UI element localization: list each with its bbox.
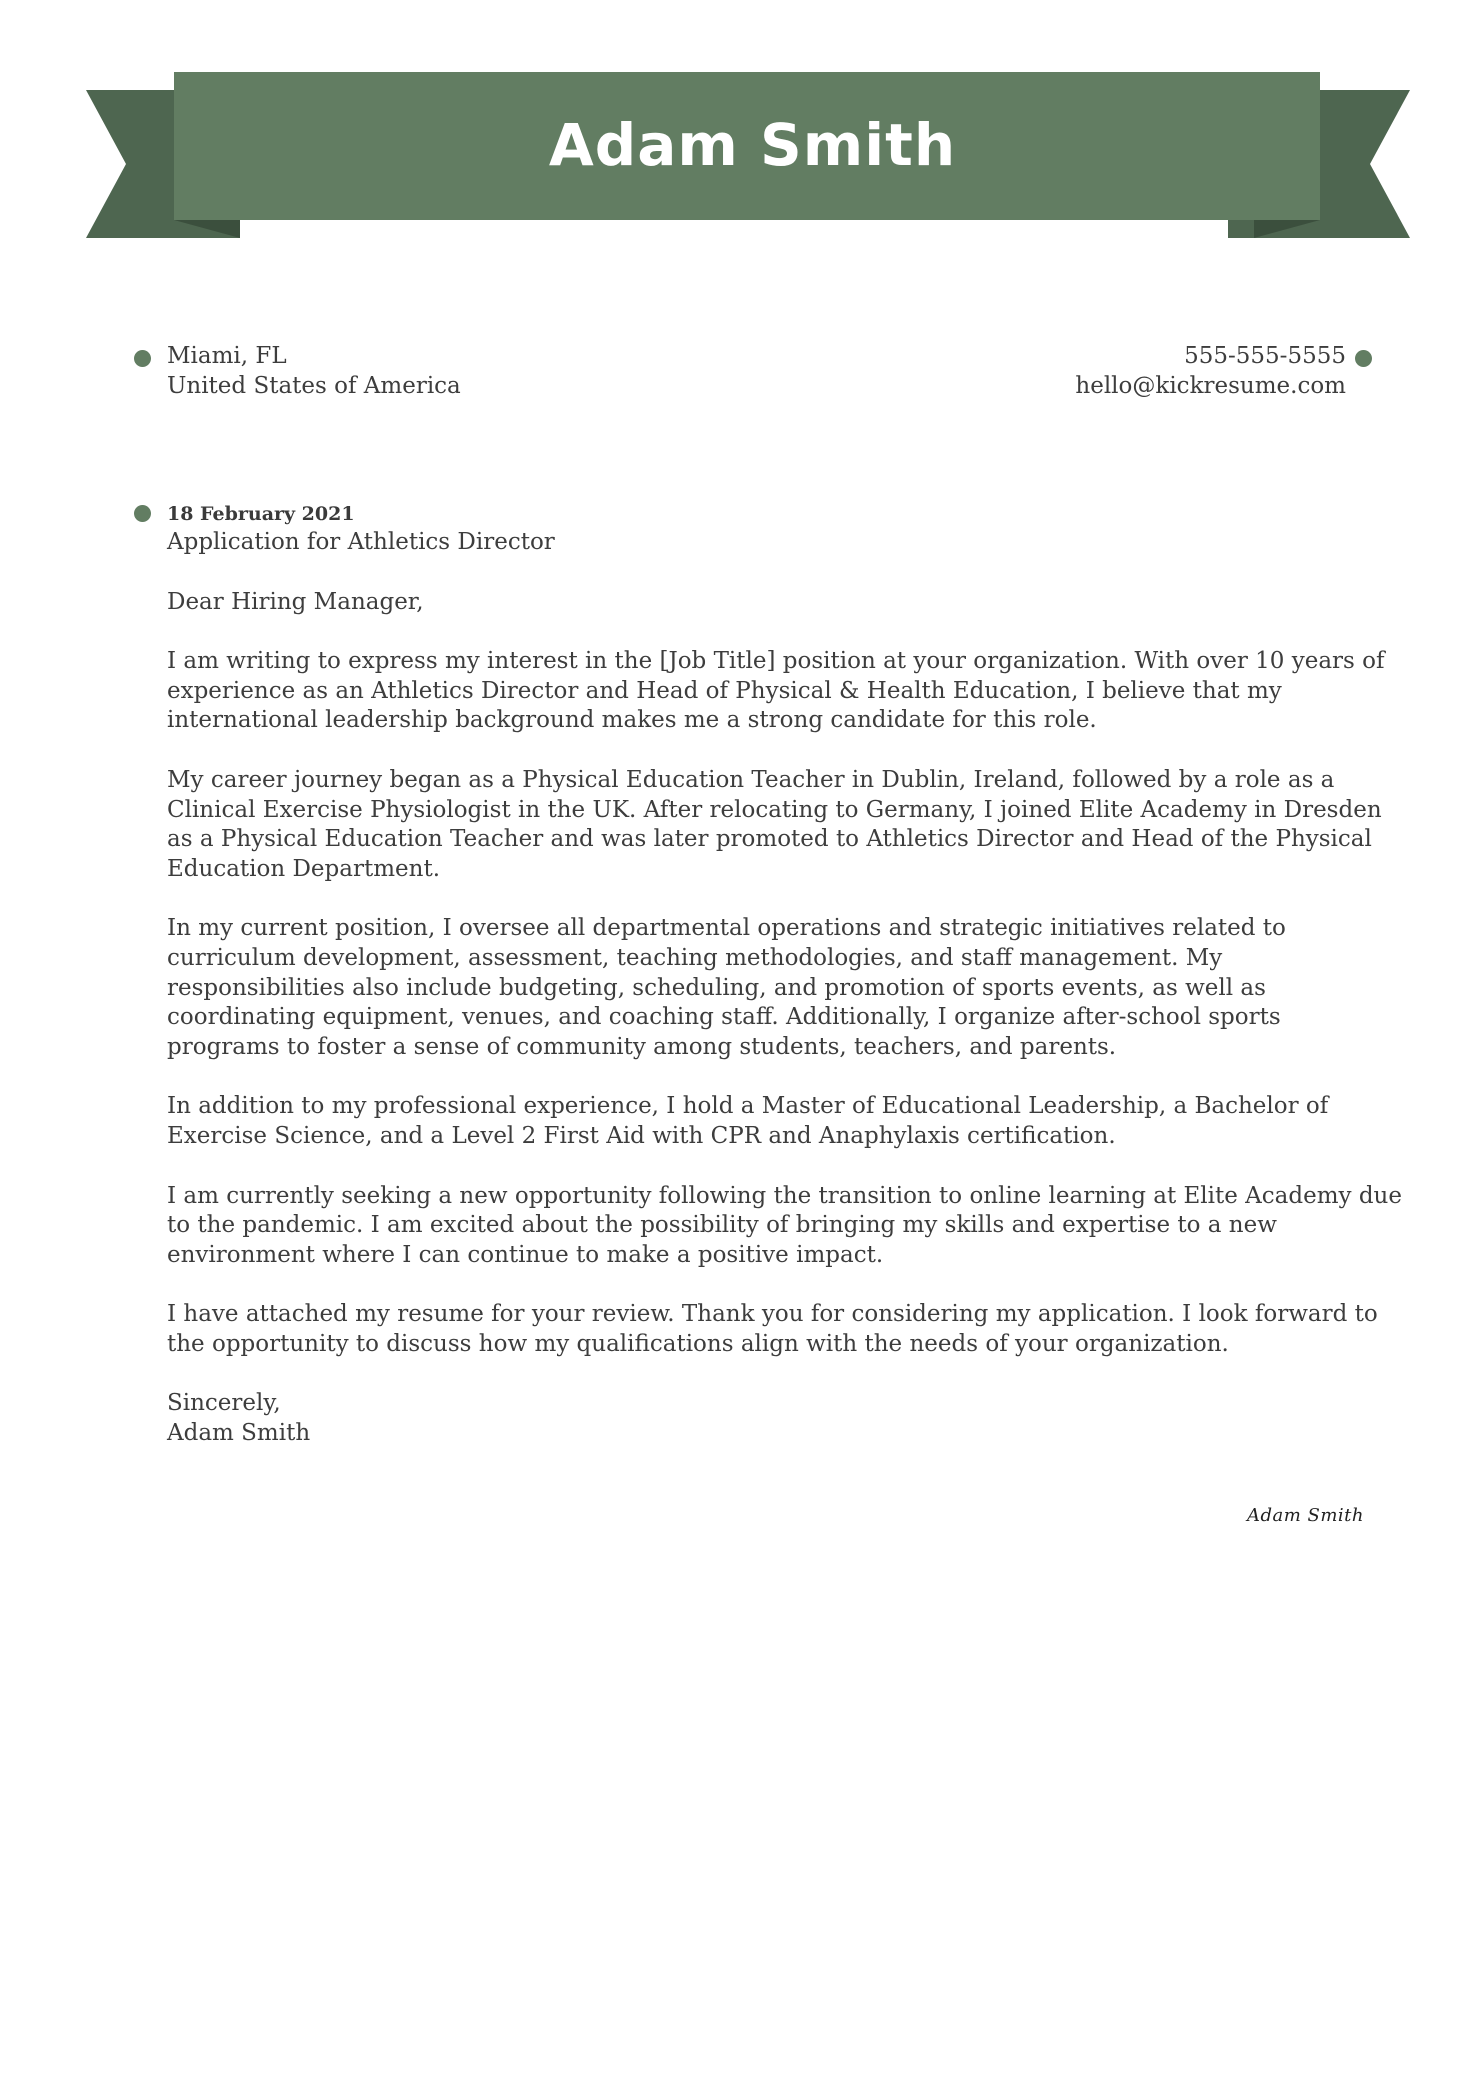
contact-phone: 555-555-5555 (1184, 343, 1346, 369)
paragraph-line: environment where I can continue to make a positive impact. (167, 1241, 884, 1268)
paragraph-line: responsibilities also include budgeting, scheduling, and promotion of sports events, as well as (167, 974, 1266, 1001)
paragraph-line: the opportunity to discuss how my qualifications align with the needs of your organization. (167, 1330, 1229, 1357)
paragraph-line: Education Department. (167, 855, 441, 882)
contact-details (1075, 341, 1346, 401)
paragraph (167, 1182, 1402, 1271)
paragraph-line: curriculum development, assessment, teaching methodologies, and staff management. My (167, 944, 1223, 971)
closing-phrase: Sincerely, (167, 1390, 281, 1417)
paragraph-line: Clinical Exercise Physiologist in the UK. After relocating to Germany, I joined Elite Academy in Dresden (167, 796, 1382, 823)
paragraph-line: to the pandemic. I am excited about the possibility of bringing my skills and expertise to a new (167, 1212, 1277, 1239)
paragraph-line: I have attached my resume for your review. Thank you for considering my application. I look forward to (167, 1301, 1378, 1328)
contact-email: hello@kickresume.com (1075, 373, 1346, 399)
letter-closing (167, 1389, 1367, 1448)
paragraph-line: coordinating equipment, venues, and coaching staff. Additionally, I organize after-school sports (167, 1004, 1281, 1031)
paragraph-line: international leadership background makes me a strong candidate for this role. (167, 707, 1097, 734)
letter-date: 18 February 2021 (167, 503, 355, 525)
paragraph-line: In addition to my professional experience, I hold a Master of Educational Leadership, a Bachelor of (167, 1093, 1329, 1120)
contact-address (167, 341, 461, 401)
contact-city: Miami, FL (167, 343, 287, 369)
paragraph-line: Exercise Science, and a Level 2 First Aid with CPR and Anaphylaxis certification. (167, 1122, 1116, 1149)
paragraph-line: My career journey began as a Physical Education Teacher in Dublin, Ireland, followed by a role as a (167, 766, 1335, 793)
paragraph-line: programs to foster a sense of community among students, teachers, and parents. (167, 1033, 1117, 1060)
applicant-name: Adam Smith (548, 111, 957, 179)
paragraph (167, 766, 1382, 884)
letter-bullet-icon (134, 505, 151, 522)
letter-body (167, 500, 1402, 1449)
closing-name: Adam Smith (167, 1420, 311, 1447)
letter-salutation: Dear Hiring Manager, (167, 588, 424, 615)
contact-country: United States of America (167, 373, 461, 399)
contact-left-bullet-icon (134, 350, 151, 367)
paragraph (167, 1092, 1367, 1151)
contact-right-bullet-icon (1355, 350, 1372, 367)
paragraph (167, 914, 1367, 1062)
handwritten-signature: Adam Smith (1246, 1505, 1364, 1526)
paragraph-line: In my current position, I oversee all departmental operations and strategic initiatives related to (167, 915, 1286, 942)
paragraph (167, 647, 1385, 736)
paragraph-line: I am currently seeking a new opportunity following the transition to online learning at Elite Academy due (167, 1182, 1402, 1209)
paragraph-line: I am writing to express my interest in the [Job Title] position at your organization. With over 10 years of (167, 648, 1385, 675)
letter-subject: Application for Athletics Director (167, 529, 555, 555)
paragraph-line: experience as an Athletics Director and Head of Physical & Health Education, I believe that my (167, 677, 1282, 704)
paragraph-line: as a Physical Education Teacher and was later promoted to Athletics Director and Head of the Physical (167, 826, 1372, 853)
paragraph (167, 1300, 1378, 1359)
